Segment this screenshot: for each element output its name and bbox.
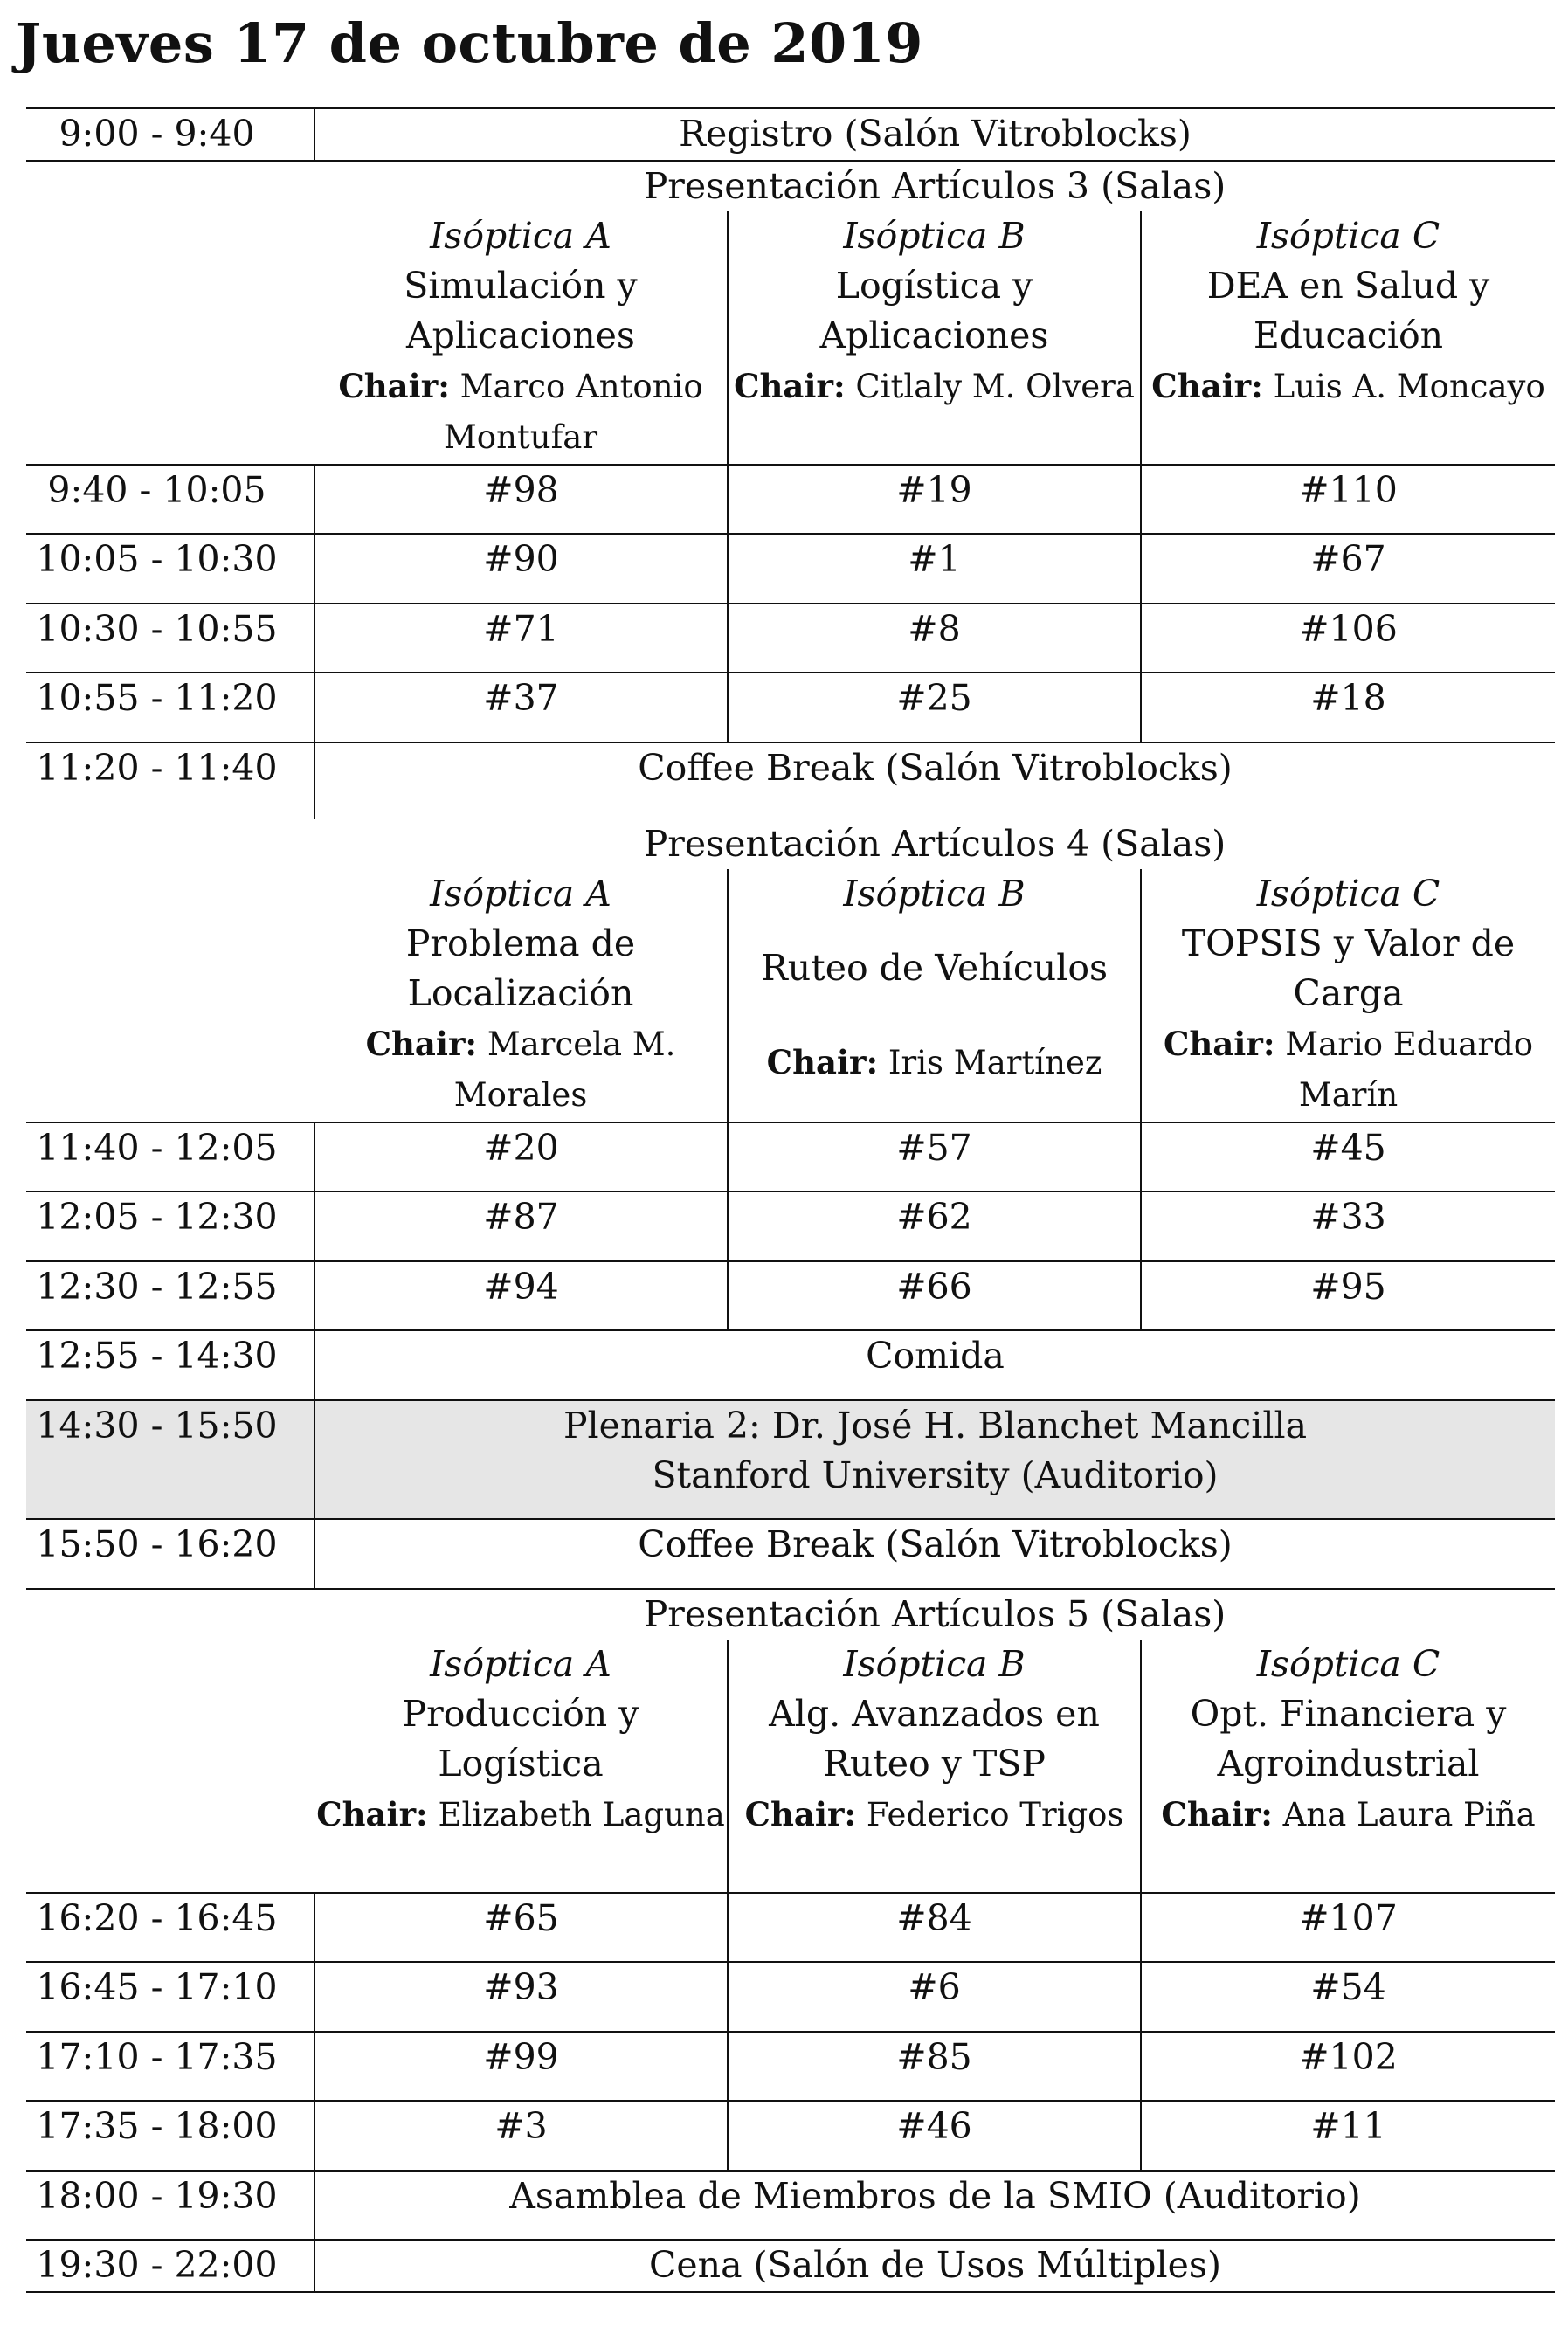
schedule-table (26, 107, 1555, 2293)
paper-cell: #11 (1141, 2101, 1555, 2171)
schedule-row (26, 2240, 1555, 2292)
paper-cell: #90 (314, 534, 728, 604)
room-name: Isóptica B (843, 873, 1026, 915)
session-title: Presentación Artículos 5 (Salas) (314, 1589, 1555, 1640)
room-topic: Logística y Aplicaciones (819, 265, 1049, 356)
session-title-row (26, 161, 1555, 211)
plenary-affiliation: Stanford University (Auditorio) (652, 1454, 1219, 1496)
time-cell: 9:00 - 9:40 (26, 108, 314, 161)
room-chair (729, 1037, 1140, 1088)
event-cell: Asamblea de Miembros de la SMIO (Auditorio) (314, 2171, 1555, 2240)
page-title: Jueves 17 de octubre de 2019 (16, 11, 923, 75)
empty-time-cell (26, 211, 314, 465)
chair-name: Citlaly M. Olvera (855, 368, 1135, 405)
room-chair (1142, 361, 1555, 412)
paper-cell: #102 (1141, 2032, 1555, 2101)
session-rooms-row (26, 869, 1555, 1122)
event-cell: Comida (314, 1330, 1555, 1400)
time-cell: 10:30 - 10:55 (26, 604, 314, 673)
chair-label: Chair: (744, 1795, 857, 1833)
chair-name: Luis A. Moncayo (1273, 368, 1545, 405)
paper-cell: #99 (314, 2032, 728, 2101)
chair-label: Chair: (1161, 1795, 1273, 1833)
plenary-title: Plenaria 2: Dr. José H. Blanchet Mancilla (563, 1405, 1308, 1447)
slot-row (26, 1191, 1555, 1261)
schedule-row (26, 742, 1555, 819)
paper-cell: #1 (728, 534, 1141, 604)
chair-name: Elizabeth Laguna (438, 1796, 725, 1833)
room-topic: Problema de Localización (405, 922, 636, 1014)
chair-label: Chair: (338, 367, 450, 405)
time-cell: 10:55 - 11:20 (26, 673, 314, 742)
paper-cell: #8 (728, 604, 1141, 673)
slot-row (26, 1122, 1555, 1191)
slot-row (26, 1261, 1555, 1330)
schedule-row (26, 2171, 1555, 2240)
room-topic: Producción y Logística (402, 1693, 639, 1785)
time-cell: 16:45 - 17:10 (26, 1962, 314, 2032)
room-name: Isóptica C (1256, 873, 1440, 915)
time-cell: 18:00 - 19:30 (26, 2171, 314, 2240)
schedule-row (26, 108, 1555, 161)
paper-cell: #20 (314, 1122, 728, 1191)
paper-cell: #62 (728, 1191, 1141, 1261)
paper-cell: #85 (728, 2032, 1141, 2101)
time-cell: 14:30 - 15:50 (26, 1400, 314, 1519)
event-cell: Coffee Break (Salón Vitroblocks) (314, 742, 1555, 819)
room-header-a (314, 1640, 728, 1893)
time-cell: 12:30 - 12:55 (26, 1261, 314, 1330)
chair-name: Marcela M. Morales (453, 1025, 676, 1114)
plenary-cell (314, 1400, 1555, 1519)
session-rooms-row (26, 1640, 1555, 1893)
empty-time-cell (26, 1640, 314, 1893)
event-cell: Registro (Salón Vitroblocks) (314, 108, 1555, 161)
room-name: Isóptica B (843, 215, 1026, 257)
room-chair (1142, 1018, 1555, 1121)
paper-cell: #65 (314, 1893, 728, 1962)
chair-label: Chair: (1151, 367, 1263, 405)
room-name: Isóptica A (430, 1643, 611, 1685)
chair-name: Iris Martínez (888, 1044, 1102, 1081)
paper-cell: #57 (728, 1122, 1141, 1191)
room-name: Isóptica C (1256, 215, 1440, 257)
schedule-row (26, 1330, 1555, 1400)
chair-name: Federico Trigos (866, 1796, 1124, 1833)
room-chair (314, 1789, 727, 1840)
room-topic: DEA en Salud y Educación (1206, 265, 1490, 356)
paper-cell: #3 (314, 2101, 728, 2171)
paper-cell: #110 (1141, 465, 1555, 534)
chair-label: Chair: (316, 1795, 428, 1833)
chair-label: Chair: (1163, 1025, 1275, 1063)
paper-cell: #33 (1141, 1191, 1555, 1261)
paper-cell: #66 (728, 1261, 1141, 1330)
room-topic: Alg. Avanzados en Ruteo y TSP (769, 1693, 1100, 1785)
slot-row (26, 1893, 1555, 1962)
session-rooms-row (26, 211, 1555, 465)
session-title-row (26, 1589, 1555, 1640)
room-chair (314, 1018, 727, 1121)
empty-time-cell (26, 161, 314, 211)
paper-cell: #95 (1141, 1261, 1555, 1330)
chair-label: Chair: (766, 1043, 879, 1081)
room-chair (1142, 1789, 1555, 1840)
room-header-b (728, 1640, 1141, 1893)
empty-time-cell (26, 869, 314, 1122)
event-cell: Cena (Salón de Usos Múltiples) (314, 2240, 1555, 2292)
room-topic: TOPSIS y Valor de Carga (1181, 922, 1516, 1014)
session-title-row (26, 819, 1555, 869)
empty-time-cell (26, 819, 314, 869)
paper-cell: #106 (1141, 604, 1555, 673)
slot-row (26, 673, 1555, 742)
room-name: Isóptica B (843, 1643, 1026, 1685)
room-name: Isóptica A (430, 873, 611, 915)
time-cell: 17:10 - 17:35 (26, 2032, 314, 2101)
paper-cell: #19 (728, 465, 1141, 534)
schedule-row (26, 1519, 1555, 1589)
time-cell: 11:40 - 12:05 (26, 1122, 314, 1191)
event-cell: Coffee Break (Salón Vitroblocks) (314, 1519, 1555, 1589)
paper-cell: #94 (314, 1261, 728, 1330)
slot-row (26, 534, 1555, 604)
session-title: Presentación Artículos 3 (Salas) (314, 161, 1555, 211)
room-header-a (314, 211, 728, 465)
time-cell: 16:20 - 16:45 (26, 1893, 314, 1962)
room-header-b (728, 869, 1141, 1122)
chair-name: Mario Eduardo Marín (1285, 1025, 1534, 1114)
time-cell: 15:50 - 16:20 (26, 1519, 314, 1589)
paper-cell: #25 (728, 673, 1141, 742)
chair-name: Marco Antonio Montufar (443, 368, 703, 456)
paper-cell: #98 (314, 465, 728, 534)
room-header-c (1141, 1640, 1555, 1893)
paper-cell: #84 (728, 1893, 1141, 1962)
room-chair (314, 361, 727, 463)
room-topic: Opt. Financiera y Agroindustrial (1190, 1693, 1507, 1785)
time-cell: 12:55 - 14:30 (26, 1330, 314, 1400)
paper-cell: #87 (314, 1191, 728, 1261)
room-topic: Simulación y Aplicaciones (404, 265, 638, 356)
chair-label: Chair: (365, 1025, 478, 1063)
room-name: Isóptica A (430, 215, 611, 257)
room-chair (729, 361, 1140, 412)
slot-row (26, 465, 1555, 534)
paper-cell: #6 (728, 1962, 1141, 2032)
slot-row (26, 2032, 1555, 2101)
chair-name: Ana Laura Piña (1282, 1796, 1536, 1833)
chair-label: Chair: (734, 367, 846, 405)
paper-cell: #37 (314, 673, 728, 742)
paper-cell: #46 (728, 2101, 1141, 2171)
room-chair (729, 1789, 1140, 1840)
room-header-a (314, 869, 728, 1122)
empty-time-cell (26, 1589, 314, 1640)
room-header-c (1141, 869, 1555, 1122)
time-cell: 9:40 - 10:05 (26, 465, 314, 534)
paper-cell: #45 (1141, 1122, 1555, 1191)
time-cell: 12:05 - 12:30 (26, 1191, 314, 1261)
room-header-c (1141, 211, 1555, 465)
paper-cell: #18 (1141, 673, 1555, 742)
paper-cell: #71 (314, 604, 728, 673)
time-cell: 19:30 - 22:00 (26, 2240, 314, 2292)
time-cell: 17:35 - 18:00 (26, 2101, 314, 2171)
room-name: Isóptica C (1256, 1643, 1440, 1685)
plenary-row (26, 1400, 1555, 1519)
paper-cell: #93 (314, 1962, 728, 2032)
paper-cell: #107 (1141, 1893, 1555, 1962)
slot-row (26, 1962, 1555, 2032)
slot-row (26, 604, 1555, 673)
room-header-b (728, 211, 1141, 465)
paper-cell: #67 (1141, 534, 1555, 604)
room-topic: Ruteo de Vehículos (760, 947, 1109, 989)
slot-row (26, 2101, 1555, 2171)
paper-cell: #54 (1141, 1962, 1555, 2032)
time-cell: 10:05 - 10:30 (26, 534, 314, 604)
session-title: Presentación Artículos 4 (Salas) (643, 823, 1226, 865)
time-cell: 11:20 - 11:40 (26, 742, 314, 819)
